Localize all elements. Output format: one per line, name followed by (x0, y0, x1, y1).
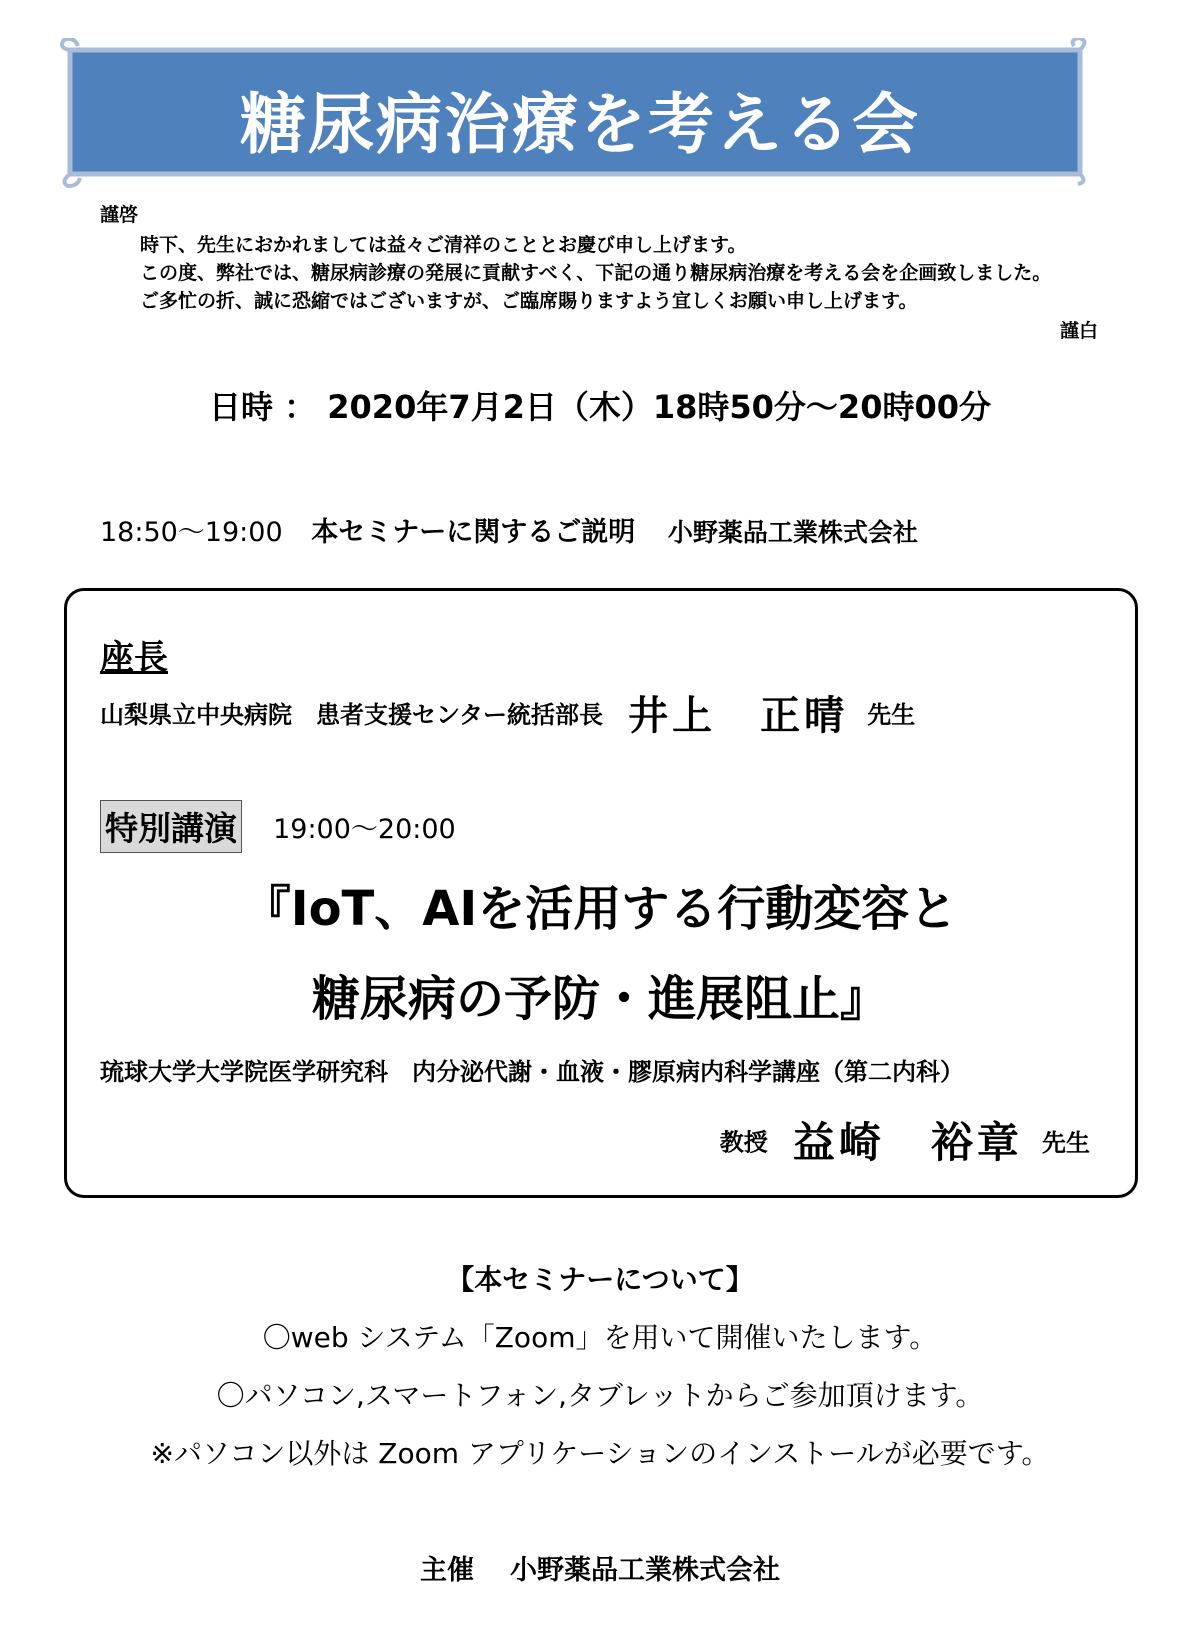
speaker-info (720, 1110, 1090, 1170)
chair-affiliation: 山梨県立中央病院 患者支援センター統括部長 (100, 701, 604, 729)
chair-heading: 座長 (100, 638, 168, 678)
chair-suffix: 先生 (867, 701, 916, 729)
chair-info (100, 684, 915, 741)
greeting-line-1: 時下、先生におかれましては益々ご清祥のこととお慶び申し上げます。 (140, 234, 747, 256)
about-line-3: ※パソコン以外は Zoom アプリケーションのインストールが必要です。 (150, 1437, 1050, 1470)
speaker-position: 教授 (719, 1128, 768, 1157)
page-title: 糖尿病治療を考える会 (240, 85, 920, 163)
about-heading: 【本セミナーについて】 (446, 1263, 754, 1296)
host-label: 主催 (420, 1555, 474, 1586)
lecture-badge: 特別講演 (100, 800, 242, 853)
speaker-affiliation: 琉球大学大学院医学研究科 内分泌代謝・血液・膠原病内科学講座（第二内科） (100, 1058, 964, 1086)
speaker-suffix: 先生 (1042, 1128, 1090, 1157)
event-datetime: 日時 ： 2020年7月2日（木）18時50分～20時00分 (208, 388, 991, 426)
greeting-line-3: ご多忙の折、誠に恐縮ではございますが、ご臨席賜りますよう宜しくお願い申し上げます。 (140, 290, 918, 312)
speaker-name: 益崎 裕章 (792, 1118, 1023, 1167)
host-info (0, 1548, 1200, 1587)
intro-title: 本セミナーに関するご説明 (311, 517, 636, 548)
chair-name: 井上 正晴 (628, 693, 849, 739)
intro-session (100, 510, 918, 549)
lecture-title-line-2: 糖尿病の予防・進展阻止』 (311, 971, 888, 1027)
intro-time: 18:50～19:00 (100, 517, 283, 548)
lecture-time: 19:00～20:00 (273, 814, 456, 845)
greeting-opening: 謹啓 (100, 204, 139, 226)
about-line-1: 〇web システム「Zoom」を用いて開催いたします。 (262, 1321, 938, 1354)
greeting-line-2: この度、弊社では、糖尿病診療の発展に貢献すべく、下記の通り糖尿病治療を考える会を企画致しました。 (140, 262, 1052, 284)
greeting-closing: 謹白 (1060, 320, 1099, 342)
lecture-title-line-1: 『IoT、AIを活用する行動変容と (242, 881, 958, 937)
intro-org: 小野薬品工業株式会社 (667, 518, 918, 547)
about-line-2: 〇パソコン,スマートフォン,タブレットからご参加頂けます。 (216, 1379, 984, 1412)
lecture-header (100, 800, 456, 853)
host-org: 小野薬品工業株式会社 (510, 1555, 780, 1586)
